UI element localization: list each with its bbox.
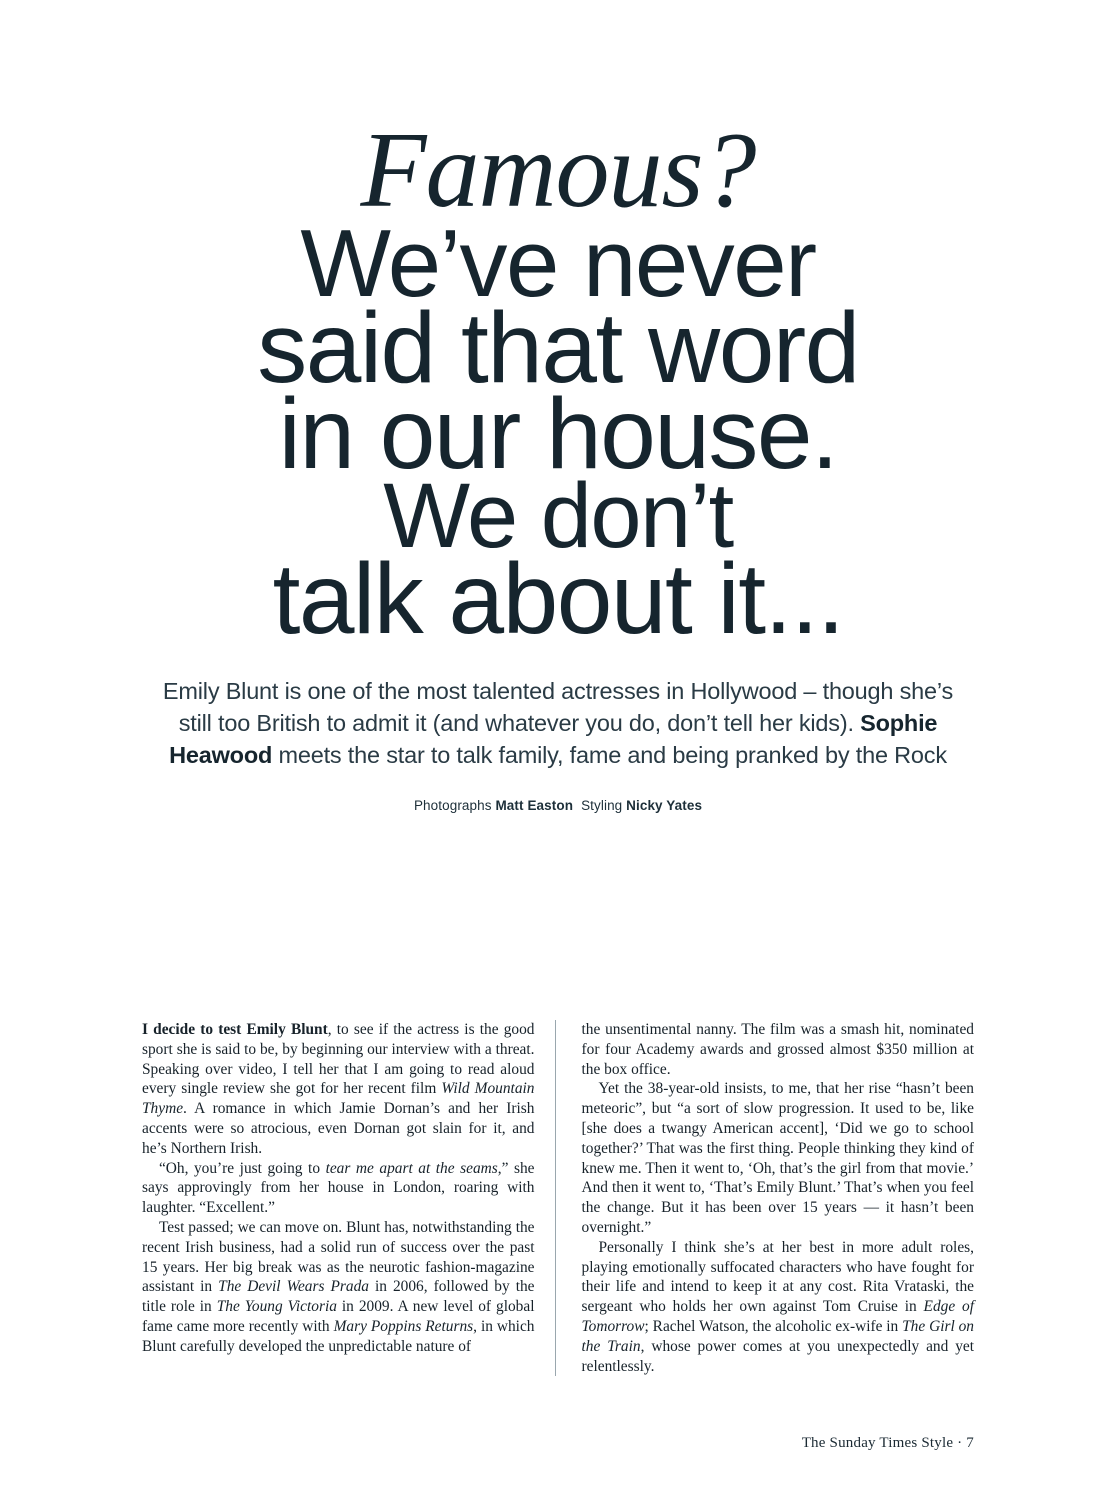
column-left bbox=[142, 1020, 555, 1376]
page-title bbox=[0, 0, 1116, 656]
headline-line-1: Famous? bbox=[360, 111, 756, 230]
headline-line-2: We’ve never bbox=[300, 209, 816, 317]
headline-line-3: said that word bbox=[257, 292, 859, 405]
paragraph-text: “Oh, you’re just going to bbox=[158, 1159, 326, 1177]
standfirst-part-1: Emily Blunt is one of the most talented actresses in Hollywood – though she’s still too British to admit it (and whatever you do, don’t tell her kids). bbox=[162, 678, 954, 737]
paragraph bbox=[142, 1218, 535, 1357]
film-title: The Girl on the Train bbox=[581, 1317, 974, 1355]
paragraph-text: Test passed; we can move on. Blunt has, notwithstanding the recent Irish business, had a solid run of success over the past 15 years. Her big break was as the neurotic fashion-magazine assistant in bbox=[142, 1218, 535, 1296]
quoted-phrase: tear me apart at the seams bbox=[325, 1159, 498, 1177]
paragraph-text: . A romance in which Jamie Dornan’s and her Irish accents were so atrocious, even Dornan got slain for it, and he’s Northern Irish. bbox=[142, 1100, 535, 1157]
film-title: Edge of Tomorrow bbox=[581, 1298, 974, 1335]
photographs-label: Photographs bbox=[413, 798, 496, 814]
page-footer bbox=[802, 1435, 974, 1452]
film-title: The Young Victoria bbox=[216, 1298, 337, 1316]
paragraph-text: , in which Blunt carefully developed the unpredictable nature of bbox=[142, 1317, 535, 1355]
photographer-name: Matt Easton bbox=[495, 798, 574, 814]
publication-name: The Sunday Times Style · bbox=[801, 1435, 967, 1451]
page-number: 7 bbox=[966, 1435, 974, 1451]
paragraph-text: Personally I think she’s at her best in more adult roles, playing emotionally suffocated characters who have fought for their life and intend to keep it at any cost. Rita Vrataski, the sergeant who holds her own against Tom Cruise in bbox=[581, 1238, 974, 1316]
paragraph: the unsentimental nanny. The film was a smash hit, nominated for four Academy awards and grossed almost $350 million at the box office. bbox=[581, 1021, 974, 1078]
paragraph-text: in 2006, followed by the title role in bbox=[142, 1278, 535, 1316]
paragraph-text: , to see if the actress is the good sport she is said to be, by beginning our interview with a threat. Speaking over video, I tell her that I am going to read aloud every single review she got for her recent film bbox=[142, 1021, 535, 1098]
paragraph-text: in 2009. A new level of global fame came more recently with bbox=[142, 1298, 535, 1335]
stylist-name: Nicky Yates bbox=[626, 798, 703, 814]
paragraph bbox=[142, 1159, 535, 1218]
paragraph bbox=[582, 1238, 975, 1377]
headline-line-6: talk about it... bbox=[272, 543, 844, 656]
credits bbox=[0, 798, 1116, 813]
film-title: Wild Mountain Thyme bbox=[142, 1080, 535, 1118]
column-right bbox=[555, 1020, 975, 1376]
article-body bbox=[142, 1020, 974, 1376]
lead-in: I decide to test Emily Blunt bbox=[142, 1021, 328, 1038]
film-title: Mary Poppins Returns bbox=[333, 1317, 474, 1335]
paragraph-text: , whose power comes at you unexpectedly and yet relentlessly. bbox=[581, 1337, 974, 1375]
paragraph: Yet the 38-year-old insists, to me, that her rise “hasn’t been meteoric”, but “a sort of slow progression. It used to be, like [she does a twangy American accent], ‘Did we go to school together?’ That was the first thing. People thinking they kind of knew me. Then it went to, ‘Oh, that’s the girl from that movie.’ And then it went to, ‘That’s Emily Blunt.’ That’s when you feel the change. But it has been over 15 years — it hasn’t been overnight.” bbox=[581, 1080, 974, 1236]
paragraph bbox=[142, 1020, 535, 1159]
paragraph-text: ,” she says approvingly from her house in London, roaring with laughter. “Excellent.” bbox=[142, 1159, 535, 1217]
headline-line-4: in our house. bbox=[278, 378, 838, 491]
standfirst-part-2: meets the star to talk family, fame and being pranked by the Rock bbox=[272, 742, 947, 769]
styling-label: Styling bbox=[581, 798, 627, 814]
paragraph-text: ; Rachel Watson, the alcoholic ex-wife in bbox=[644, 1317, 903, 1335]
standfirst bbox=[158, 676, 958, 772]
standfirst-author: Sophie Heawood bbox=[169, 710, 938, 769]
film-title: The Devil Wears Prada bbox=[218, 1278, 369, 1296]
headline-line-5: We don’t bbox=[383, 465, 733, 568]
